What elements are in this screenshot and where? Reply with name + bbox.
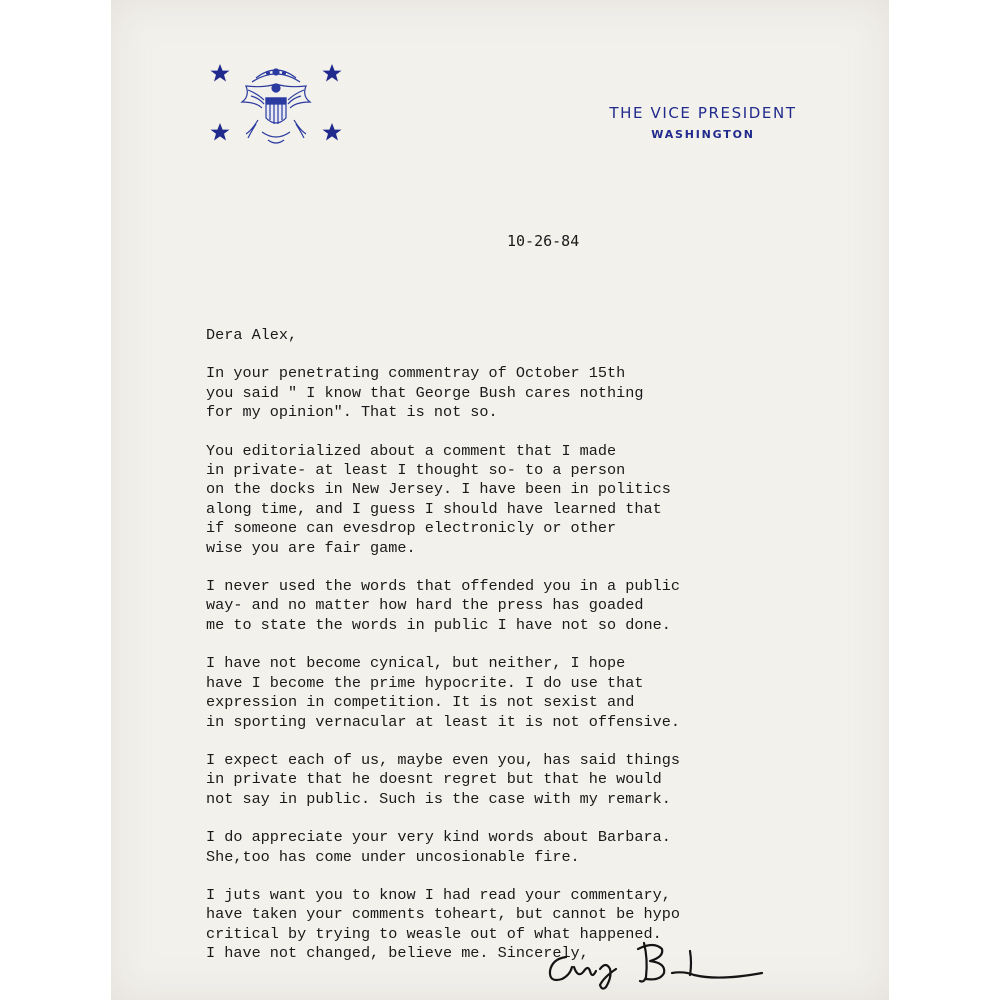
letter-body — [206, 326, 866, 964]
star-icon — [211, 123, 230, 141]
letter-date: 10-26-84 — [507, 232, 580, 250]
letter-paragraph: I juts want you to know I had read your commentary, have taken your comments toheart, but cannot be hypo critical by trying to weasle out of what happened. I have not changed, believe me. Sincerely, — [206, 885, 680, 963]
star-icon — [323, 123, 342, 141]
letter-paragraph: I never used the words that offended you in a public way- and no matter how hard the press has goaded me to state the words in public I have not so done. — [206, 577, 680, 634]
letter-greeting: Dera Alex, — [206, 326, 298, 344]
letter-paragraph: I expect each of us, maybe even you, has said things in private that he doesnt regret but that he would not say in public. Such is the case with my remark. — [206, 750, 680, 808]
star-icon — [211, 64, 230, 82]
letter-paragraph: You editorialized about a comment that I made in private- at least I thought so- to a person on the docks in New Jersey. I have been in politics along time, and I guess I should have learned that if someone can evesdrop electronicly or other wise you are fair game. — [206, 441, 671, 557]
letterhead-subtitle: WASHINGTON — [651, 128, 755, 141]
letterhead — [573, 103, 833, 141]
letter-paragraph: I have not become cynical, but neither, I hope have I become the prime hypocrite. I do use that expression in competition. It is not sexist and in sporting vernacular at least it is not offensive. — [206, 654, 680, 731]
letter-page — [111, 0, 889, 1000]
star-icon — [323, 64, 342, 82]
handwritten-signature-icon — [544, 937, 774, 992]
letter-paragraph: I do appreciate your very kind words about Barbara. She,too has come under uncosionable fire. — [206, 828, 671, 866]
letterhead-title: THE VICE PRESIDENT — [609, 104, 797, 122]
letter-paragraph: In your penetrating commentray of October 15th you said " I know that George Bush cares nothing for my opinion". That is not so. — [206, 364, 644, 422]
vice-presidential-seal-icon — [206, 60, 346, 160]
